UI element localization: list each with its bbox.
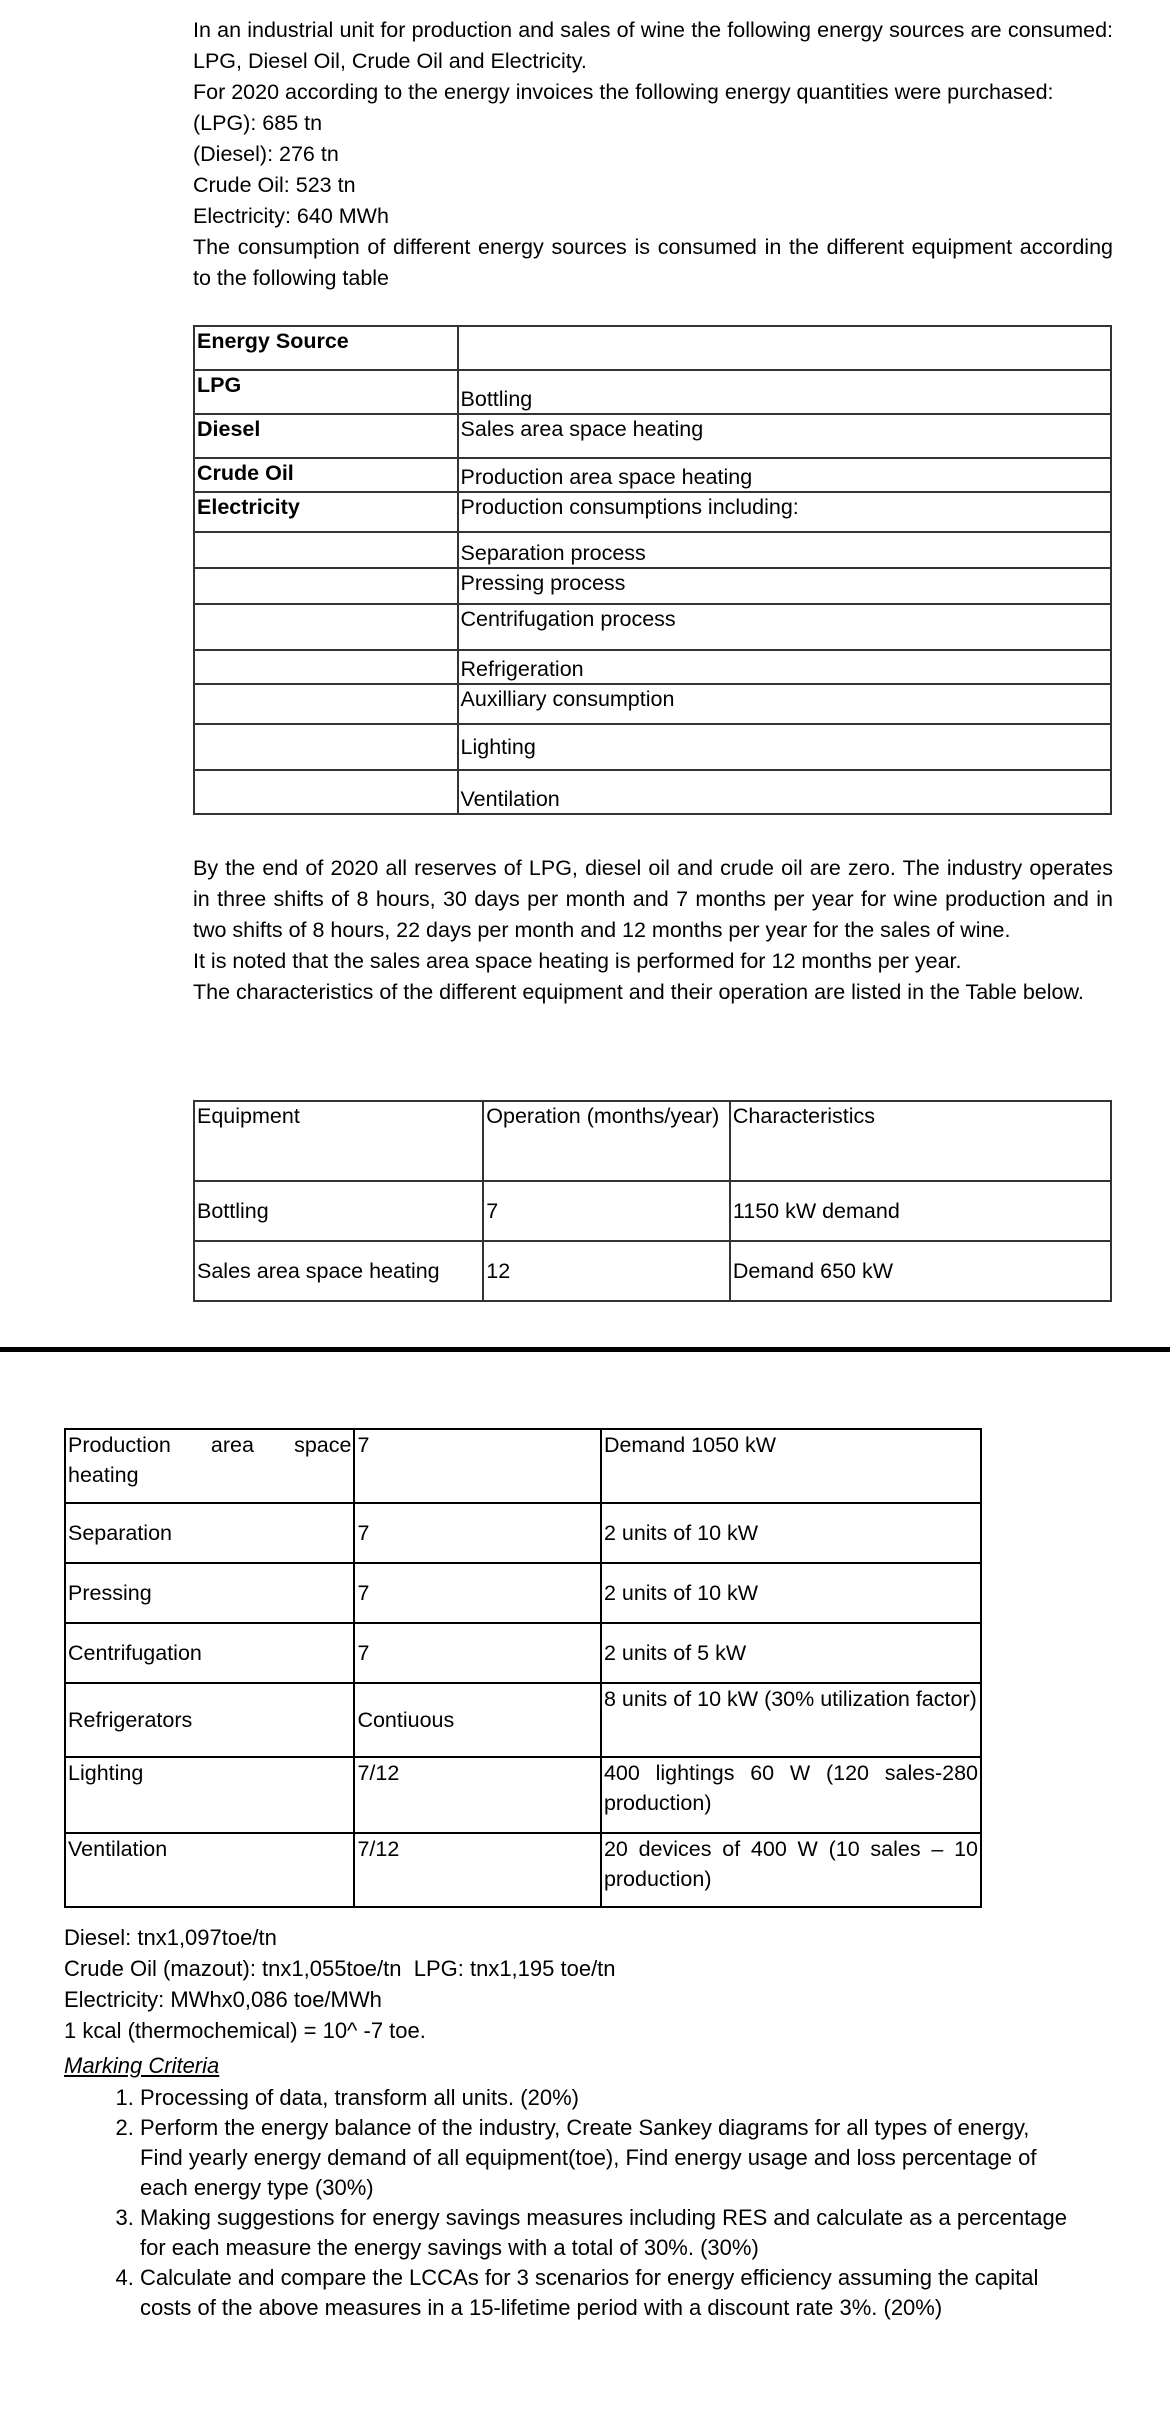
- table-cell: 2 units of 10 kW: [601, 1503, 981, 1563]
- table-cell: 7/12: [354, 1833, 600, 1907]
- conversion-line: Electricity: MWhx0,086 toe/MWh: [64, 1987, 382, 2012]
- intro-line1: In an industrial unit for production and sales of wine the following energy sources are consumed: LPG, Diesel Oil, Crude Oil and Electricity.: [193, 18, 1113, 73]
- conversion-line: Diesel: tnx1,097toe/tn: [64, 1925, 277, 1950]
- table-cell: Centrifugation process: [458, 604, 1111, 650]
- intro-line3: The consumption of different energy sources is consumed in the different equipment according to the following table: [193, 235, 1113, 290]
- heating-note: It is noted that the sales area space heating is performed for 12 months per year.: [193, 949, 962, 973]
- table-cell: 7: [354, 1429, 600, 1503]
- table-cell: Electricity: [194, 492, 458, 532]
- crude-quantity: Crude Oil: 523 tn: [193, 173, 356, 197]
- operation-paragraph: By the end of 2020 all reserves of LPG, diesel oil and crude oil are zero. The industry operates in three shifts of 8 hours, 30 days per month and 7 months per year for wine production and in two shifts of 8 hours, 22 days per month and 12 months per year for the sales of wine.: [193, 856, 1113, 942]
- table-cell: [458, 326, 1111, 370]
- table-cell: [194, 650, 458, 684]
- table-cell: Lighting: [458, 724, 1111, 770]
- table-cell: Separation process: [458, 532, 1111, 568]
- electricity-quantity: Electricity: 640 MWh: [193, 204, 389, 228]
- table-header: Equipment: [194, 1101, 483, 1181]
- table-cell: 7: [354, 1503, 600, 1563]
- conversion-line: 1 kcal (thermochemical) = 10^ -7 toe.: [64, 2018, 426, 2043]
- table-cell: Sales area space heating: [458, 414, 1111, 458]
- table-cell: [194, 684, 458, 724]
- table-cell: [194, 604, 458, 650]
- table-cell: LPG: [194, 370, 458, 414]
- table-cell: Bottling: [194, 1181, 483, 1241]
- marking-criteria-title: Marking Criteria: [64, 2053, 220, 2078]
- energy-source-table: [193, 325, 1112, 815]
- table-cell: Demand 1050 kW: [601, 1429, 981, 1503]
- list-item: 2. Perform the energy balance of the industry, Create Sankey diagrams for all types of energy, Find yearly energy demand of all equipment(toe), Find energy usage and loss percentage of each energy type (30%): [140, 2113, 1070, 2203]
- table-cell: [65, 1429, 354, 1503]
- table-cell: Production area space heating: [458, 458, 1111, 492]
- equipment-table: [193, 1100, 1112, 1302]
- table-cell: Crude Oil: [194, 458, 458, 492]
- table-cell: [194, 532, 458, 568]
- table-cell: Sales area space heating: [194, 1241, 483, 1301]
- table-cell: Auxilliary consumption: [458, 684, 1111, 724]
- table-cell: Ventilation: [65, 1833, 354, 1907]
- table-cell: Bottling: [458, 370, 1111, 414]
- table-cell: Refrigeration: [458, 650, 1111, 684]
- intro-block: [193, 15, 1113, 294]
- operation-block: [193, 853, 1113, 1008]
- table-cell: 2 units of 10 kW: [601, 1563, 981, 1623]
- conversion-factors: [64, 1922, 616, 2046]
- page-divider: [0, 1347, 1170, 1352]
- table-header: Operation (months/year): [483, 1101, 730, 1181]
- equipment-table-continued: [64, 1428, 982, 1908]
- conversion-line: Crude Oil (mazout): tnx1,055toe/tn LPG: tnx1,195 toe/tn: [64, 1956, 616, 1981]
- intro-line2: For 2020 according to the energy invoices the following energy quantities were purchased:: [193, 80, 1054, 104]
- table-cell: 20 devices of 400 W (10 sales – 10 production): [601, 1833, 981, 1907]
- table-cell: 7/12: [354, 1757, 600, 1833]
- table-cell: 1150 kW demand: [730, 1181, 1111, 1241]
- table-cell: Ventilation: [458, 770, 1111, 814]
- table-cell: Production consumptions including:: [458, 492, 1111, 532]
- table-cell: 400 lightings 60 W (120 sales-280 production): [601, 1757, 981, 1833]
- diesel-quantity: (Diesel): 276 tn: [193, 142, 339, 166]
- lpg-quantity: (LPG): 685 tn: [193, 111, 323, 135]
- table-cell: Diesel: [194, 414, 458, 458]
- table-cell: [194, 568, 458, 604]
- table-cell: Lighting: [65, 1757, 354, 1833]
- table-cell: Pressing process: [458, 568, 1111, 604]
- table-cell: Contiuous: [354, 1683, 600, 1757]
- energy-source-header: Energy Source: [194, 326, 458, 370]
- table-cell: 12: [483, 1241, 730, 1301]
- table-cell: Separation: [65, 1503, 354, 1563]
- marking-criteria-list: [64, 2083, 1070, 2323]
- table-cell-text: Production area space heating: [68, 1433, 352, 1487]
- list-item: 3. Making suggestions for energy savings measures including RES and calculate as a percentage for each measure the energy savings with a total of 30%. (30%): [140, 2203, 1070, 2263]
- table-cell: Centrifugation: [65, 1623, 354, 1683]
- table-cell: [194, 724, 458, 770]
- list-item: 1. Processing of data, transform all units. (20%): [140, 2083, 1070, 2113]
- table-header: Characteristics: [730, 1101, 1111, 1181]
- table-cell: Demand 650 kW: [730, 1241, 1111, 1301]
- table-cell: 7: [354, 1623, 600, 1683]
- table-cell: Pressing: [65, 1563, 354, 1623]
- table-cell: 7: [354, 1563, 600, 1623]
- list-item: 4. Calculate and compare the LCCAs for 3 scenarios for energy efficiency assuming the capital costs of the above measures in a 15-lifetime period with a discount rate 3%. (20%): [140, 2263, 1070, 2323]
- table-cell: 8 units of 10 kW (30% utilization factor): [601, 1683, 981, 1757]
- table-cell: 7: [483, 1181, 730, 1241]
- table-cell: [194, 770, 458, 814]
- characteristics-note: The characteristics of the different equipment and their operation are listed in the Table below.: [193, 980, 1084, 1004]
- table-cell: Refrigerators: [65, 1683, 354, 1757]
- table-cell: 2 units of 5 kW: [601, 1623, 981, 1683]
